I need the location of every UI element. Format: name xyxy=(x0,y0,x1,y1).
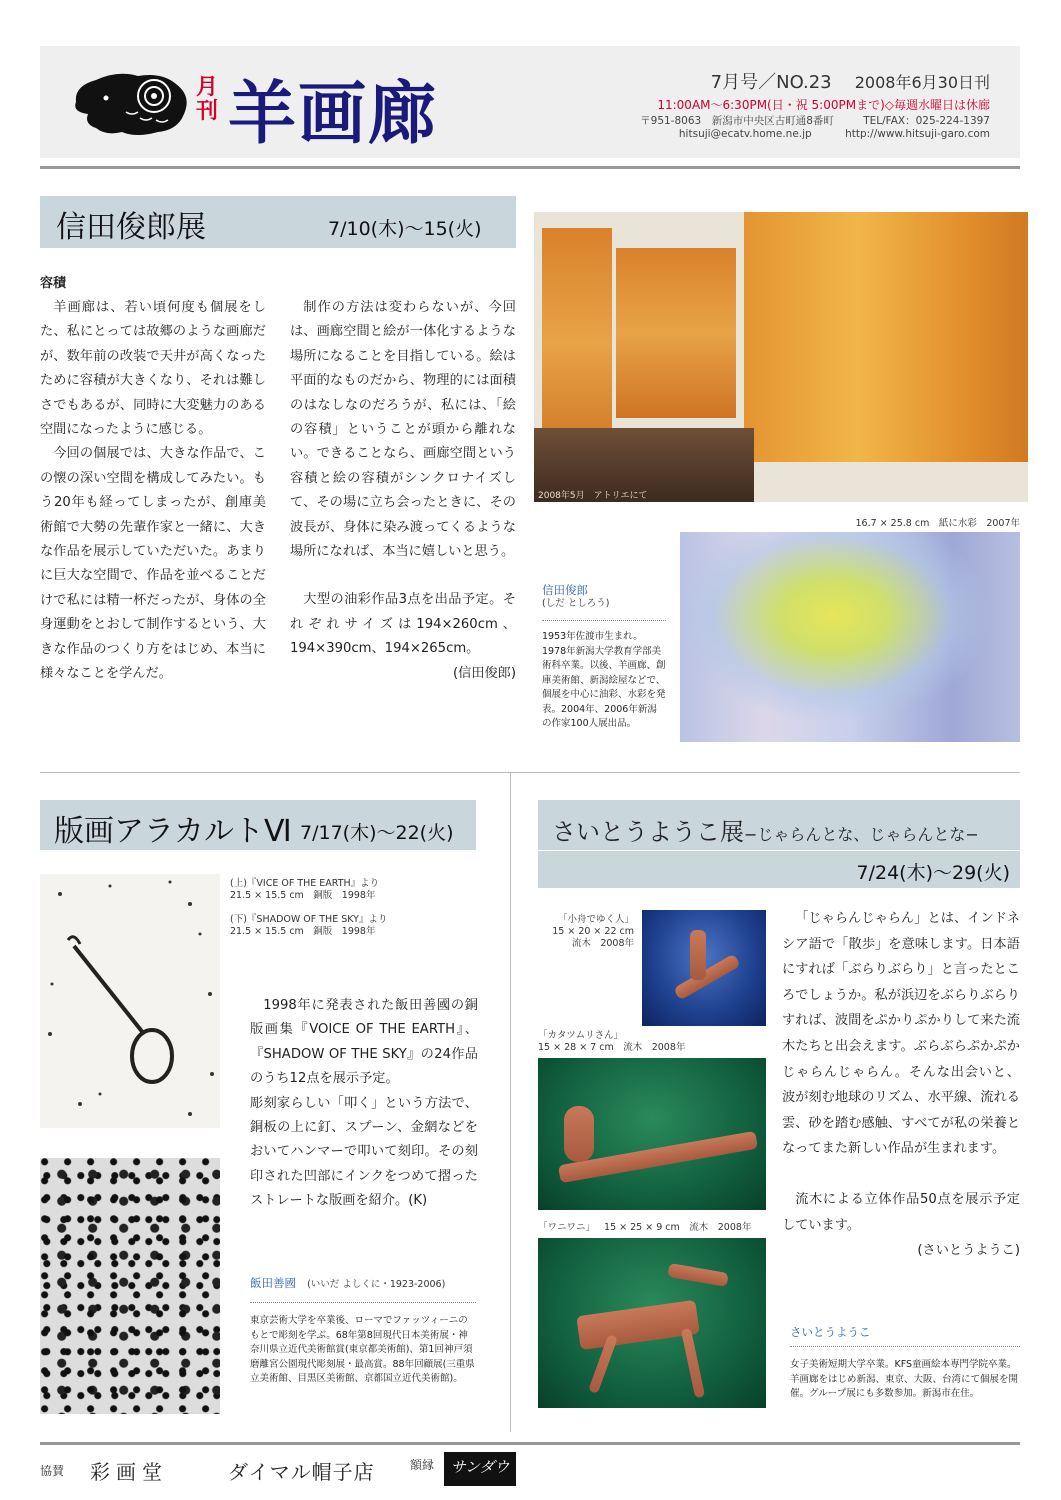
sculpture-photo-katatsumuri xyxy=(538,1058,766,1210)
paragraph: 1998年に発表された飯田善國の銅版画集『VOICE OF THE EARTH』、『SHADOW OF THE SKY』の24作品のうち12点を展示予定。 xyxy=(250,998,478,1087)
signature: (信田俊郎) xyxy=(452,665,516,681)
sculpture-caption-3 xyxy=(538,1222,751,1234)
exhibition-dates: 7/17(木)〜22(火) xyxy=(300,822,454,844)
driftwood xyxy=(690,930,706,980)
paragraph: 「じゃらんじゃらん」とは、インドネシア語で「散歩」を意味します。日本語にすれば「ぶらりぶらり」と言ったところでしょうか。私が浜辺をぶらりぶらりすれば、波間をぷかりぷかりして来た流木たちと出会えます。ぶらぶらぷかぷかじゃらんじゃらん。そんな出会いと、波が刻む地球のリズム、水平線、流れる雲、砂を踏む感触、すべてが私の栄養となってまた新しい作品が生まれます。 xyxy=(782,911,1020,1157)
exhibition-title: さいとうようこ展 xyxy=(552,818,744,846)
sculpture-photo-kobune xyxy=(642,910,766,1026)
tel-fax: TEL/FAX：025-224-1397 xyxy=(863,115,990,127)
caption-spec: 15 × 25 × 9 cm 流木 2008年 xyxy=(604,1222,752,1233)
divider xyxy=(790,1346,1020,1347)
caption-spec: 21.5 × 15.5 cm 銅版 1998年 xyxy=(230,890,376,901)
essay-column-1 xyxy=(40,296,266,687)
paragraph: 彫刻家らしい「叩く」という方法で、銅板の上に釘、スプーン、金網などをおいてハンマーで叩いて刻印。その刻印された凹部にインクをつめて摺ったストレートな版画を紹介。(K) xyxy=(250,1095,478,1209)
caption-title: (上)『VICE OF THE EARTH』より xyxy=(230,878,380,889)
caption-spec: 21.5 × 15.5 cm 銅版 1998年 xyxy=(230,926,376,937)
caption-material: 流木 2008年 xyxy=(571,938,634,949)
essay-column-2 xyxy=(290,296,516,686)
driftwood xyxy=(681,1328,705,1399)
exhibition-title: 版画アラカルトⅥ xyxy=(54,814,292,849)
header-divider xyxy=(40,166,1020,169)
print-caption-1 xyxy=(230,878,379,902)
sponsor-sandau-text: サンダウ xyxy=(450,1458,510,1476)
email-link[interactable]: hitsuji@ecatv.home.ne.jp xyxy=(678,128,812,140)
caption-title: 「ワニワニ」 xyxy=(538,1222,596,1233)
artist-name: 飯田善國 xyxy=(250,1276,296,1290)
paragraph: 羊画廊は、若い頃何度も個展をした、私にとっては故郷のような画廊だが、数年前の改装で天井が高くなったために容積が大きくなり、それは難しさでもあるが、同時に大変魅力のある空間になったように感じる。 xyxy=(40,300,266,438)
essay-subtitle: 容積 xyxy=(40,276,67,291)
caption-spec: 15 × 20 × 22 cm xyxy=(552,926,634,937)
artist-bio: 東京芸術大学を卒業後、ローマでファッツィーニのもとで彫刻を学ぶ。68年第8回現代日本美術展・神奈川県立近代美術館賞(東京都美術館)、第1回神戸須磨離宮公園現代彫刻展・最高賞。88年回顧展(三重県立美術館、目黒区美術館、京都国立近代美術館)。 xyxy=(250,1315,475,1384)
gallery-title: 羊画廊 xyxy=(228,74,439,154)
paragraph: 今回の個展では、大きな作品で、この懐の深い空間を構成してみたい。もう20年も経ってしまったが、創庫美術館で大勢の先輩作家と一緒に、大きな作品を展示していただいた。あまりに巨大な空間で、作品を並べることだけで私には精一杯だったが、身体の全身運動をとおして制作するという、大きな作品のつくり方をはじめ、本当に様々なことを学んだ。 xyxy=(40,446,266,682)
divider xyxy=(538,850,1020,851)
opening-hours: 11:00AM〜6:30PM(日・祝 5:00PMまで)◇毎週水曜日は休廊 xyxy=(657,98,990,112)
section-divider xyxy=(40,772,1020,773)
footer-divider xyxy=(40,1442,1020,1445)
column-divider xyxy=(510,772,511,1432)
artist-bio: 女子美術短期大学卒業。KFS童画絵本専門学院卒業。羊画廊をはじめ新潟、東京、大阪、台湾にて個展を開催。グループ展にも多数参加。新潟市在住。 xyxy=(790,1359,1019,1399)
photo-caption: 2008年5月 アトリエにて xyxy=(538,491,648,501)
artist-name: 信田俊郎 xyxy=(542,583,588,597)
driftwood xyxy=(673,953,741,1000)
address: 〒951-8063 新潟市中央区古町通8番町 xyxy=(640,115,834,127)
driftwood xyxy=(564,1106,594,1162)
sponsor-daimaru: ダイマル帽子店 xyxy=(228,1460,375,1484)
monthly-label: 月刊 xyxy=(196,75,219,124)
caption-title: (下)『SHADOW OF THE SKY』より xyxy=(230,914,388,925)
caption-title: 「カタツムリさん」 xyxy=(538,1030,624,1041)
artist-name: さいとうようこ xyxy=(790,1325,871,1339)
sculpture-caption-1 xyxy=(538,914,634,950)
saito-description xyxy=(782,906,1020,1264)
watercolor-caption: 16.7 × 25.8 cm 紙に水彩 2007年 xyxy=(855,518,1020,529)
issue-date: 2008年6月30日刊 xyxy=(854,73,990,92)
studio-photo xyxy=(534,212,1028,502)
exhibition-subtitle: −じゃらんとな、じゃらんとな− xyxy=(744,825,979,844)
artist-reading: (しだ としろう) xyxy=(542,598,610,609)
hanga-description xyxy=(250,994,478,1214)
paragraph: 大型の油彩作品3点を出品予定。それぞれサイズは194×260cm、194×390cm、194×265cm。 xyxy=(290,592,516,657)
etching-shadow-of-the-sky xyxy=(40,1158,220,1414)
caption-spec: 15 × 28 × 7 cm 流木 2008年 xyxy=(538,1042,686,1053)
paragraph: 制作の方法は変わらないが、今回は、画廊空間と絵が一体化するような場所になることを目指している。絵は平面的なものだから、物理的には面積のはなしなのだろうが、私には、「絵の容積」ということが頭から離れない。できることなら、画廊空間という容積と絵の容積がシンクロナイズして、その場に立ち会ったときに、その波長が、身体に染み渡ってくるような場所になれば、本当に嬉しいと思う。 xyxy=(290,300,516,560)
ram-logo-icon xyxy=(66,62,196,142)
sponsor-label: 協賛 xyxy=(40,1464,65,1478)
frame-label: 額縁 xyxy=(410,1458,435,1472)
exhibition-title: 信田俊郎展 xyxy=(56,210,206,245)
sculpture-caption-2 xyxy=(538,1030,685,1054)
divider xyxy=(542,620,666,621)
driftwood xyxy=(667,1263,729,1287)
caption-title: 「小舟でゆく人」 xyxy=(557,914,634,925)
painting xyxy=(744,212,1028,462)
sculpture-photo-waniwani xyxy=(538,1238,766,1408)
sponsor-sandau-logo xyxy=(444,1452,516,1486)
exhibition-dates: 7/24(木)〜29(火) xyxy=(856,862,1010,884)
artist-reading: (いいだ よしくに・1923-2006) xyxy=(307,1279,446,1290)
website-link[interactable]: http://www.hitsuji-garo.com xyxy=(845,128,990,140)
driftwood xyxy=(576,1300,700,1350)
painting xyxy=(542,228,612,458)
artist-bio: 1953年佐渡市生まれ。1978年新潟大学教育学部美術科卒業。以後、羊画廊、創庫美術館、新潟絵屋などで、個展を中心に油彩、水彩を発表。2004年、2006年新潟の作家100人展出品。 xyxy=(542,631,666,729)
divider xyxy=(250,1302,476,1303)
sponsor-saigado: 彩画堂 xyxy=(90,1460,168,1484)
watercolor-painting xyxy=(680,532,1020,742)
exhibition-dates: 7/10(木)〜15(火) xyxy=(328,218,482,240)
print-caption-2 xyxy=(230,914,387,938)
signature: (さいとうようこ) xyxy=(917,1243,1020,1259)
paragraph: 流木による立体作品50点を展示予定しています。 xyxy=(782,1191,1020,1233)
etching-voice-of-the-earth xyxy=(40,874,220,1128)
issue-number: 7月号／NO.23 xyxy=(710,72,832,93)
painting xyxy=(616,248,736,418)
